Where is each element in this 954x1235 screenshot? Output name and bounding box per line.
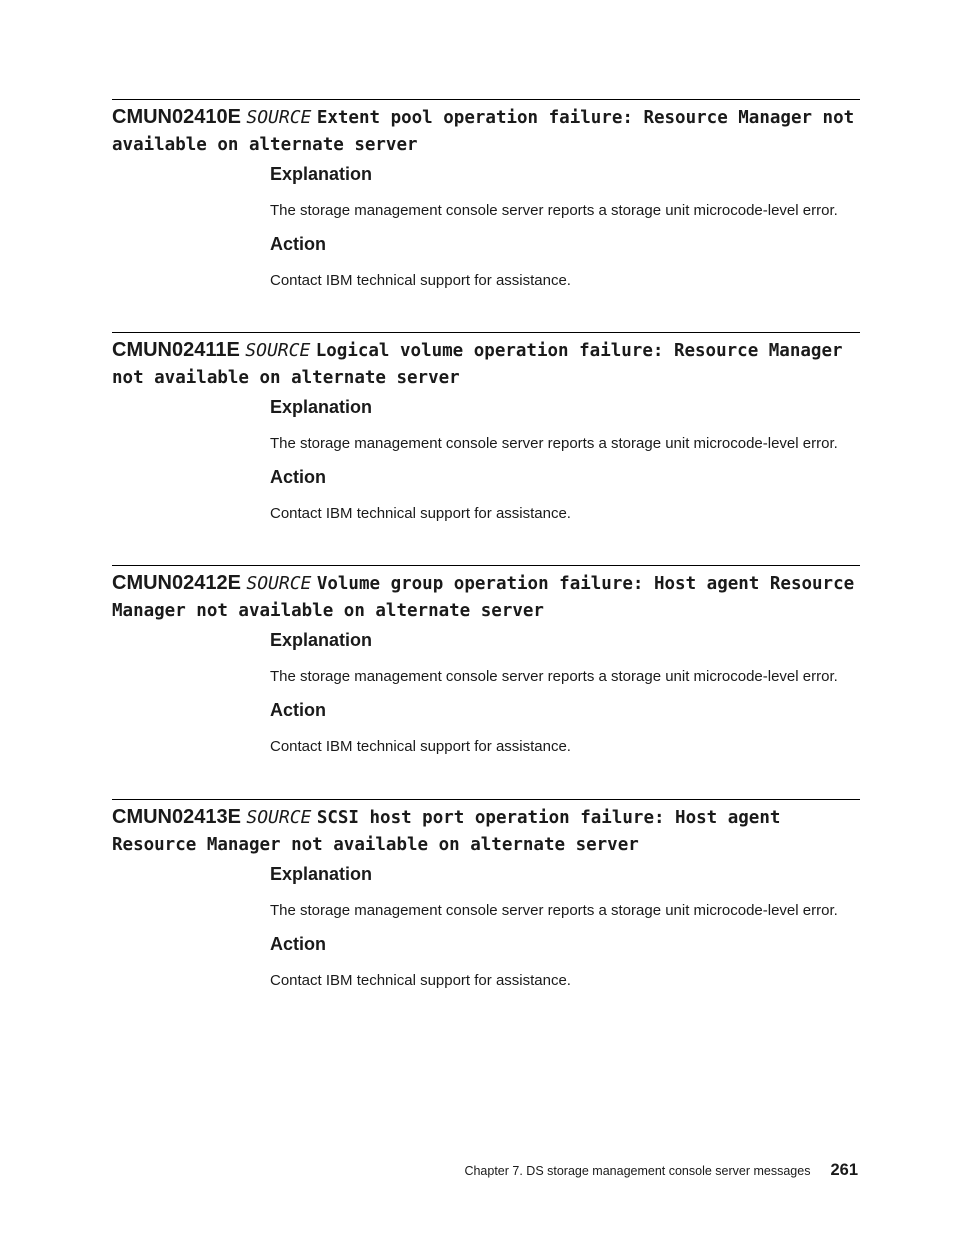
message-id: CMUN02413E <box>112 806 241 828</box>
explanation-text: The storage management console server reports a storage unit microcode-level error. <box>270 202 838 219</box>
message-id: CMUN02410E <box>112 106 241 128</box>
message-id: CMUN02412E <box>112 572 241 594</box>
action-text: Contact IBM technical support for assistance. <box>270 505 571 522</box>
message-id: CMUN02411E <box>112 339 240 361</box>
explanation-heading: Explanation <box>270 864 373 884</box>
message-title <box>112 566 860 624</box>
message-text: Extent pool operation failure: Resource Manager not available on alternate server <box>112 108 855 155</box>
message-text: SCSI host port operation failure: Host agent Resource Manager not available on alternate server <box>112 808 781 855</box>
explanation-heading: Explanation <box>270 397 373 417</box>
message-cmun02411e <box>112 332 860 523</box>
explanation-text: The storage management console server reports a storage unit microcode-level error. <box>270 435 838 452</box>
message-details <box>270 629 845 756</box>
message-cmun02410e <box>112 99 860 290</box>
message-source: SOURCE <box>246 573 312 594</box>
message-text: Volume group operation failure: Host agent Resource Manager not available on alternate server <box>112 574 855 621</box>
action-heading: Action <box>270 934 326 954</box>
message-title <box>112 800 860 858</box>
message-source: SOURCE <box>246 807 312 828</box>
page-footer <box>464 1161 858 1180</box>
message-details <box>270 396 845 523</box>
message-source: SOURCE <box>246 107 312 128</box>
message-text: Logical volume operation failure: Resource Manager not available on alternate server <box>112 341 843 388</box>
action-heading: Action <box>270 467 326 487</box>
page-number: 261 <box>830 1161 858 1179</box>
action-heading: Action <box>270 700 326 720</box>
action-text: Contact IBM technical support for assistance. <box>270 272 571 289</box>
explanation-text: The storage management console server reports a storage unit microcode-level error. <box>270 902 838 919</box>
action-heading: Action <box>270 234 326 254</box>
action-text: Contact IBM technical support for assistance. <box>270 972 571 989</box>
explanation-heading: Explanation <box>270 630 373 650</box>
message-title <box>112 333 860 391</box>
action-text: Contact IBM technical support for assistance. <box>270 738 571 755</box>
message-details <box>270 163 845 290</box>
message-details <box>270 863 845 990</box>
explanation-text: The storage management console server reports a storage unit microcode-level error. <box>270 668 838 685</box>
message-cmun02413e <box>112 799 860 990</box>
message-cmun02412e <box>112 565 860 756</box>
footer-chapter-title: Chapter 7. DS storage management console server messages <box>464 1164 811 1178</box>
explanation-heading: Explanation <box>270 164 373 184</box>
message-title <box>112 100 860 158</box>
message-source: SOURCE <box>245 340 311 361</box>
